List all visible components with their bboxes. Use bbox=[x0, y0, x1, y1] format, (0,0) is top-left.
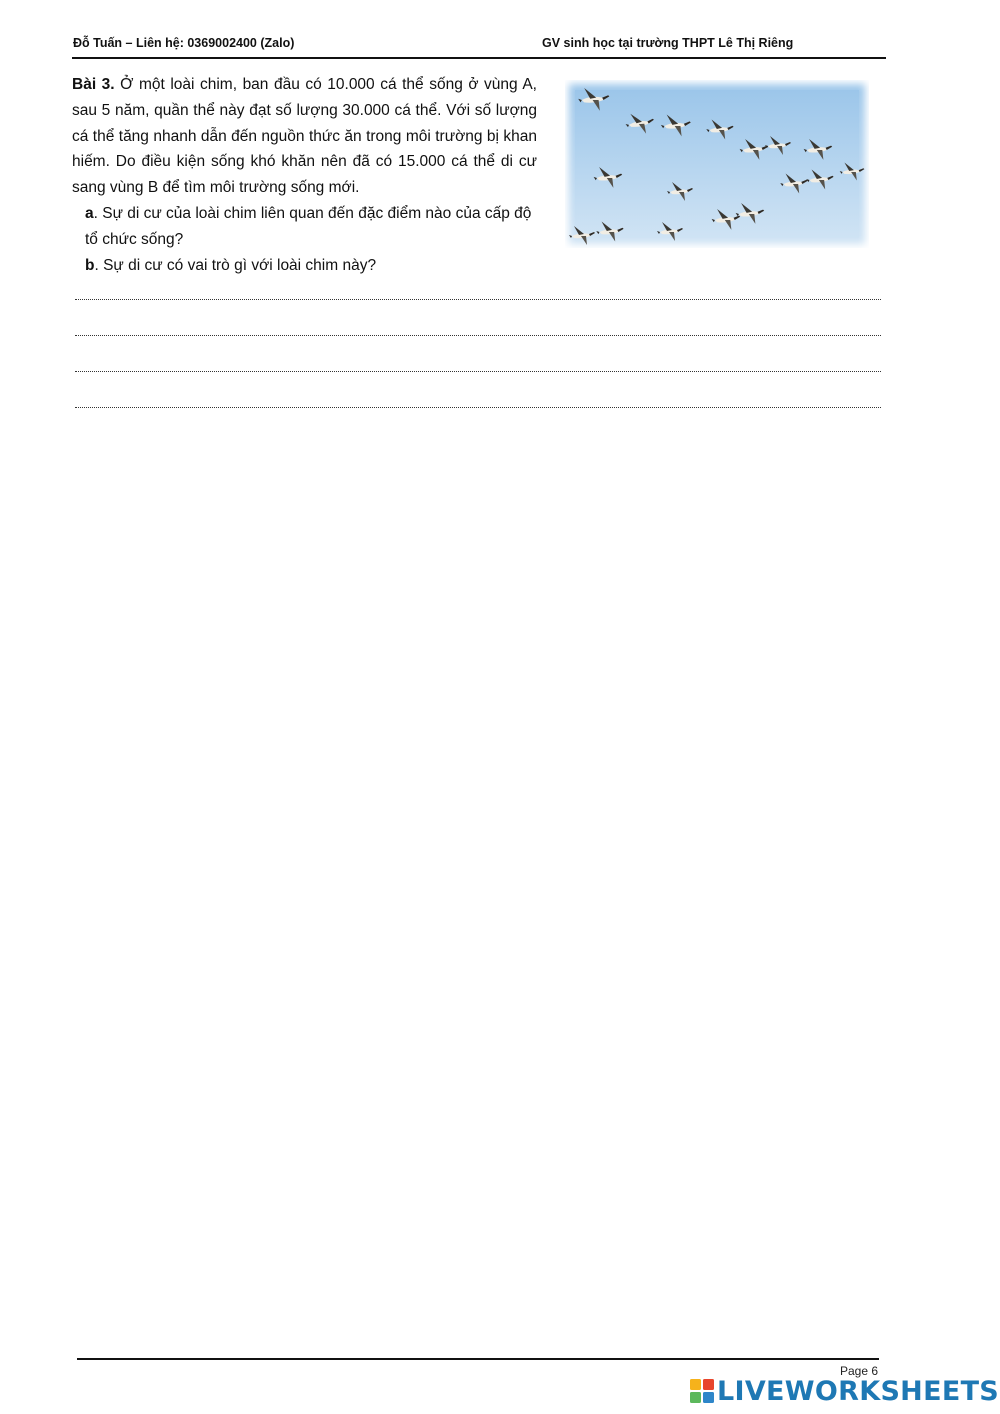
question-a bbox=[72, 201, 537, 253]
problem-text: Ở một loài chim, ban đầu có 10.000 cá thể sống ở vùng A, sau 5 năm, quần thể này đạt số lượng 30.000 cá thể. Với số lượng cá thể tăng nhanh dẫn đến nguồn thức ăn trong môi trường bị khan hiếm. Do điều kiện sống khó khăn nên đã có 15.000 cá thể di cư sang vùng B để tìm môi trường sống mới. bbox=[72, 76, 537, 197]
question-a-label: a bbox=[85, 204, 94, 222]
problem-number: Bài 3. bbox=[72, 76, 115, 93]
answer-line-3[interactable] bbox=[75, 371, 881, 372]
liveworksheets-logo bbox=[690, 1374, 999, 1408]
brand-name: LIVEWORKSHEETS bbox=[717, 1375, 1000, 1407]
answer-line-2[interactable] bbox=[75, 335, 881, 336]
flock-of-geese-icon bbox=[565, 80, 869, 248]
header-divider bbox=[72, 57, 886, 59]
page-number: Page 6 bbox=[840, 1364, 879, 1378]
question-b bbox=[72, 253, 537, 279]
footer-divider bbox=[77, 1358, 879, 1360]
answer-line-4[interactable] bbox=[75, 407, 881, 408]
problem-block bbox=[72, 72, 537, 278]
question-b-label: b bbox=[85, 256, 95, 274]
header-author: Đỗ Tuấn – Liên hệ: 0369002400 (Zalo) bbox=[73, 36, 295, 50]
geese-photo bbox=[565, 80, 869, 248]
question-b-text: . Sự di cư có vai trò gì với loài chim này? bbox=[94, 256, 377, 274]
liveworksheets-grid-icon bbox=[690, 1379, 714, 1403]
question-a-text: . Sự di cư của loài chim liên quan đến đặc điểm nào của cấp độ tổ chức sống? bbox=[85, 204, 532, 248]
problem-statement bbox=[72, 72, 537, 201]
answer-line-1[interactable] bbox=[75, 299, 881, 300]
header-school: GV sinh học tại trường THPT Lê Thị Riêng bbox=[542, 36, 794, 50]
